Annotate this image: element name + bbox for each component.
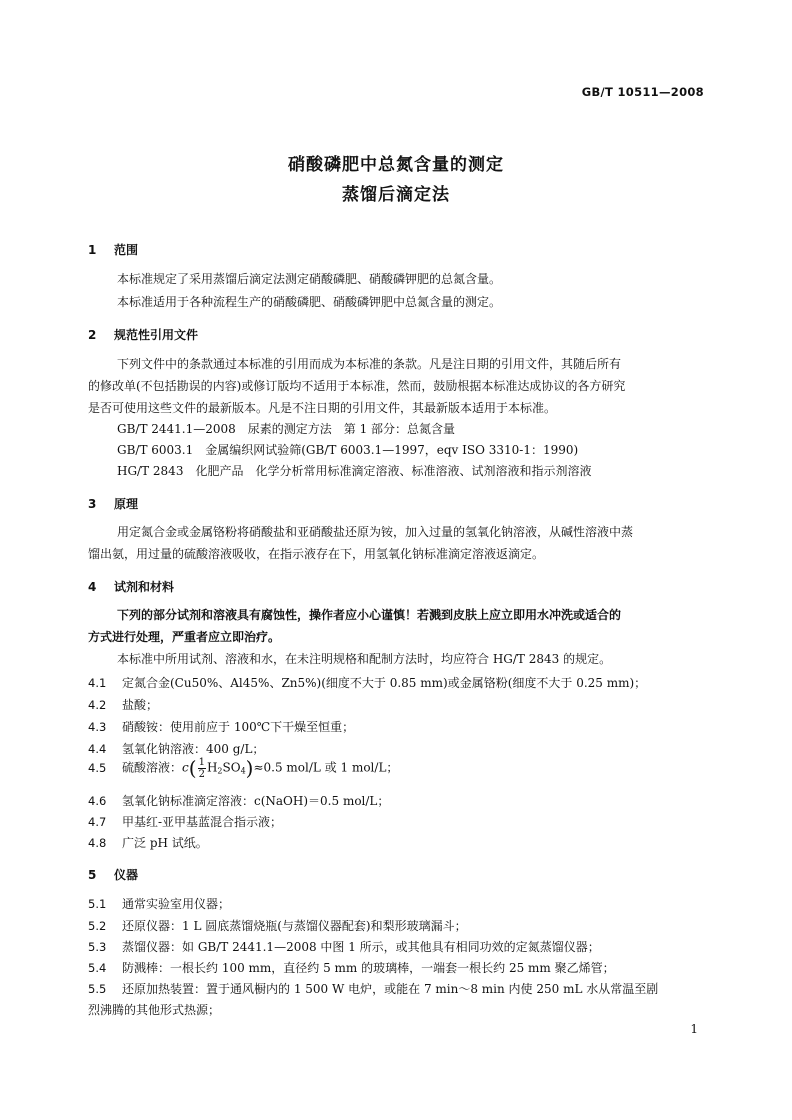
section-number: 3	[88, 497, 97, 511]
paragraph: 本标准适用于各种流程生产的硝酸磷肥、硝酸磷钾肥中总氮含量的测定。	[117, 295, 502, 309]
list-item: 4.8 广泛 pH 试纸。	[88, 836, 208, 850]
section-title: 规范性引用文件	[114, 328, 199, 342]
list-item: 4.3 硝酸铵：使用前应于 100℃下干燥至恒重；	[88, 720, 355, 734]
section-number: 2	[88, 328, 97, 342]
section-title: 范围	[114, 243, 139, 257]
paragraph-line: 下列文件中的条款通过本标准的引用而成为本标准的条款。凡是注日期的引用文件，其随后所有	[117, 357, 622, 371]
list-item: 5.3 蒸馏仪器：如 GB/T 2441.1—2008 中图 1 所示，或其他具有相同功效的定氮蒸馏仪器；	[88, 940, 600, 954]
paragraph-line: 用定氮合金或金属铬粉将硝酸盐和亚硝酸盐还原为铵，加入过量的氢氧化钠溶液，从碱性溶液中蒸	[117, 525, 634, 539]
list-item-continuation: 烈沸腾的其他形式热源；	[88, 1003, 221, 1017]
paragraph-line: 馏出氨，用过量的硫酸溶液吸收，在指示液存在下，用氢氧化钠标准滴定溶液返滴定。	[88, 547, 545, 561]
section-title: 试剂和材料	[114, 580, 175, 594]
section-heading	[88, 866, 138, 883]
fraction: $\frac{1}{2}$	[198, 756, 205, 780]
list-item: 5.1 通常实验室用仪器；	[88, 897, 231, 911]
list-item: 4.4 氢氧化钠溶液：400 g/L；	[88, 742, 265, 756]
section-title: 仪器	[114, 868, 139, 882]
section-heading	[88, 326, 198, 343]
list-item: 5.2 还原仪器：1 L 圆底蒸馏烧瓶(与蒸馏仪器配套)和梨形玻璃漏斗；	[88, 919, 467, 933]
reference-item: GB/T 2441.1—2008 尿素的测定方法 第 1 部分：总氮含量	[117, 422, 456, 436]
paragraph-line: 的修改单(不包括勘误的内容)或修订版均不适用于本标准，然而，鼓励根据本标准达成协议的各方研究	[88, 379, 626, 393]
warning-text: 方式进行处理，严重者应立即治疗。	[88, 630, 281, 644]
paragraph: 本标准规定了采用蒸馏后滴定法测定硝酸磷肥、硝酸磷钾肥的总氮含量。	[117, 272, 502, 286]
paragraph-line: 是否可使用这些文件的最新版本。凡是不注日期的引用文件，其最新版本适用于本标准。	[88, 401, 557, 415]
reference-item: GB/T 6003.1 金属编织网试验筛(GB/T 6003.1—1997，eqv ISO 3310-1：1990)	[117, 443, 579, 457]
section-heading	[88, 578, 174, 595]
reference-item: HG/T 2843 化肥产品 化学分析常用标准滴定溶液、标准溶液、试剂溶液和指示剂溶液	[117, 464, 592, 478]
section-title: 原理	[114, 497, 139, 511]
standard-number: GB/T 10511—2008	[581, 85, 704, 99]
list-item: 4.6 氢氧化钠标准滴定溶液：c(NaOH)＝0.5 mol/L；	[88, 794, 390, 808]
section-number: 5	[88, 868, 97, 882]
list-item: 5.4 防溅棒：一根长约 100 mm，直径约 5 mm 的玻璃棒，一端套一根长约 25 mm 聚乙烯管；	[88, 961, 615, 975]
paragraph-line: 本标准中所用试剂、溶液和水，在未注明规格和配制方法时，均应符合 HG/T 2843 的规定。	[117, 652, 612, 666]
warning-text: 下列的部分试剂和溶液具有腐蚀性，操作者应小心谨慎！若溅到皮肤上应立即用水冲洗或适合的	[117, 608, 622, 622]
document-subtitle: 蒸馏后滴定法	[342, 185, 450, 205]
section-heading	[88, 495, 138, 512]
list-item-formula: 4.5 硫酸溶液：c( $\frac{1}{2}$ $H_2SO_4)\approx 0.5$ mol/L 或 1 mol/L；	[88, 756, 399, 780]
section-heading	[88, 241, 138, 258]
document-title: 硝酸磷肥中总氮含量的测定	[288, 155, 504, 175]
list-item: 5.5 还原加热装置：置于通风橱内的 1 500 W 电炉，或能在 7 min～8 min 内使 250 mL 水从常温至剧	[88, 982, 659, 996]
page-number: 1	[690, 1022, 698, 1036]
section-number: 1	[88, 243, 97, 257]
list-item: 4.2 盐酸；	[88, 698, 159, 712]
list-item: 4.1 定氮合金(Cu50%、Al45%、Zn5%)(细度不大于 0.85 mm)或金属铬粉(细度不大于 0.25 mm)；	[88, 676, 647, 690]
section-number: 4	[88, 580, 97, 594]
list-item: 4.7 甲基红-亚甲基蓝混合指示液；	[88, 815, 283, 829]
